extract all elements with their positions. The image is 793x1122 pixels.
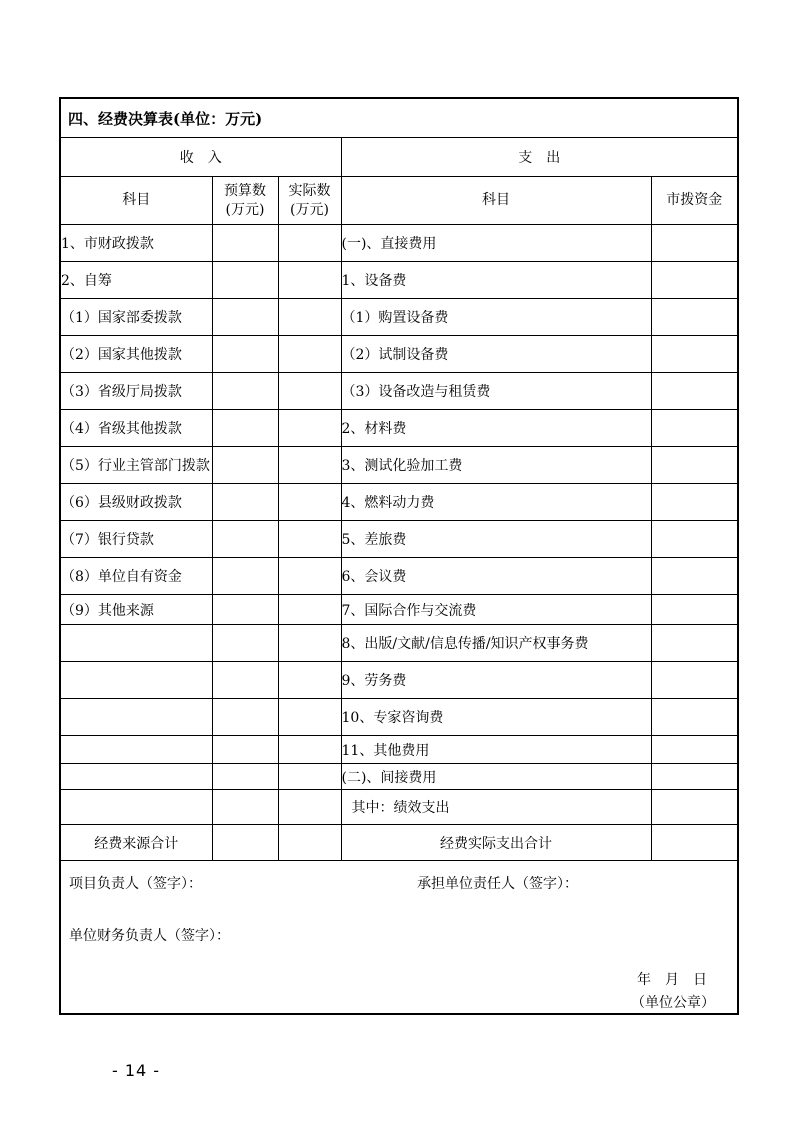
table-row xyxy=(60,225,738,262)
budget-value-cell xyxy=(212,736,278,764)
expense-subject-cell: 9、劳务费 xyxy=(341,662,651,699)
table-row xyxy=(60,625,738,662)
table-row xyxy=(60,790,738,825)
income-subject-header: 科目 xyxy=(60,177,212,225)
expense-total-label: 经费实际支出合计 xyxy=(341,825,651,861)
income-subject-cell: （5）行业主管部门拨款 xyxy=(60,447,212,484)
budget-value-cell xyxy=(212,262,278,299)
actual-value-cell xyxy=(278,764,341,790)
table-row xyxy=(60,98,738,138)
income-total-label: 经费来源合计 xyxy=(60,825,212,861)
city-fund-value-cell xyxy=(651,484,738,521)
city-fund-value-cell xyxy=(651,447,738,484)
budget-value-cell xyxy=(212,299,278,336)
table-row xyxy=(60,484,738,521)
city-fund-value-cell xyxy=(651,521,738,558)
unit-seal-label: （单位公章） xyxy=(631,995,715,1011)
expense-subject-cell: 其中：绩效支出 xyxy=(341,790,651,825)
actual-value-cell xyxy=(278,736,341,764)
expense-subject-cell: 5、差旅费 xyxy=(341,521,651,558)
income-subject-cell: （2）国家其他拨款 xyxy=(60,336,212,373)
expense-subject-cell: 1、设备费 xyxy=(341,262,651,299)
expense-subject-cell: （2）试制设备费 xyxy=(341,336,651,373)
table-row xyxy=(60,521,738,558)
budget-final-accounts-table xyxy=(59,97,739,1015)
actual-value-cell xyxy=(278,790,341,825)
table-row xyxy=(60,825,738,861)
city-fund-value-cell xyxy=(651,373,738,410)
income-section-header: 收 入 xyxy=(60,138,341,177)
budget-value-cell xyxy=(212,521,278,558)
signature-cell xyxy=(60,861,738,1015)
table-row xyxy=(60,138,738,177)
income-subject-cell xyxy=(60,790,212,825)
income-subject-cell: （8）单位自有资金 xyxy=(60,558,212,595)
budget-header-line1: 预算数 xyxy=(224,182,266,199)
actual-value-cell xyxy=(278,410,341,447)
actual-value-cell xyxy=(278,558,341,595)
actual-value-cell xyxy=(278,625,341,662)
expense-subject-cell: (一)、直接费用 xyxy=(341,225,651,262)
budget-amount-header xyxy=(212,177,278,225)
actual-header-line2: (万元) xyxy=(290,201,329,218)
table-row xyxy=(60,699,738,736)
page-number: - 14 - xyxy=(112,1061,161,1080)
date-label: 年 月 日 xyxy=(637,972,707,988)
actual-total-value-cell xyxy=(278,825,341,861)
expense-subject-cell: 2、材料费 xyxy=(341,410,651,447)
city-fund-header: 市拨资金 xyxy=(651,177,738,225)
city-fund-value-cell xyxy=(651,699,738,736)
income-subject-cell xyxy=(60,699,212,736)
actual-value-cell xyxy=(278,225,341,262)
city-fund-value-cell xyxy=(651,736,738,764)
income-subject-cell xyxy=(60,736,212,764)
actual-header-line1: 实际数 xyxy=(288,182,331,199)
expense-subject-cell: （1）购置设备费 xyxy=(341,299,651,336)
table-row xyxy=(60,662,738,699)
budget-value-cell xyxy=(212,336,278,373)
table-row xyxy=(60,764,738,790)
budget-total-value-cell xyxy=(212,825,278,861)
actual-value-cell xyxy=(278,484,341,521)
income-subject-cell: 2、自筹 xyxy=(60,262,212,299)
actual-amount-header xyxy=(278,177,341,225)
budget-value-cell xyxy=(212,764,278,790)
finance-leader-signature-label: 单位财务负责人（签字）： xyxy=(69,928,230,944)
budget-header-line2: (万元) xyxy=(225,201,265,218)
income-subject-cell xyxy=(60,662,212,699)
project-leader-signature-label: 项目负责人（签字）： xyxy=(69,876,202,892)
budget-value-cell xyxy=(212,373,278,410)
city-fund-value-cell xyxy=(651,790,738,825)
budget-value-cell xyxy=(212,225,278,262)
expense-subject-cell: （3）设备改造与租赁费 xyxy=(341,373,651,410)
unit-leader-signature-label: 承担单位责任人（签字）： xyxy=(417,876,578,892)
city-fund-value-cell xyxy=(651,225,738,262)
table-row xyxy=(60,373,738,410)
actual-value-cell xyxy=(278,595,341,625)
table-row xyxy=(60,595,738,625)
city-fund-value-cell xyxy=(651,662,738,699)
city-fund-total-value-cell xyxy=(651,825,738,861)
signature-area xyxy=(61,861,737,1013)
actual-value-cell xyxy=(278,662,341,699)
expense-subject-cell: 3、测试化验加工费 xyxy=(341,447,651,484)
city-fund-value-cell xyxy=(651,336,738,373)
budget-value-cell xyxy=(212,447,278,484)
table-row xyxy=(60,736,738,764)
table-row xyxy=(60,447,738,484)
city-fund-value-cell xyxy=(651,262,738,299)
actual-value-cell xyxy=(278,299,341,336)
expense-subject-cell: 6、会议费 xyxy=(341,558,651,595)
income-subject-cell xyxy=(60,625,212,662)
city-fund-value-cell xyxy=(651,299,738,336)
income-subject-cell: （3）省级厅局拨款 xyxy=(60,373,212,410)
income-subject-cell: （6）县级财政拨款 xyxy=(60,484,212,521)
budget-value-cell xyxy=(212,484,278,521)
expense-subject-header: 科目 xyxy=(341,177,651,225)
income-subject-cell: （9）其他来源 xyxy=(60,595,212,625)
city-fund-value-cell xyxy=(651,558,738,595)
table-row xyxy=(60,336,738,373)
table-row xyxy=(60,558,738,595)
income-subject-cell: （1）国家部委拨款 xyxy=(60,299,212,336)
income-subject-cell: （4）省级其他拨款 xyxy=(60,410,212,447)
table-row xyxy=(60,262,738,299)
table-row xyxy=(60,177,738,225)
expense-subject-cell: 10、专家咨询费 xyxy=(341,699,651,736)
expense-section-header: 支 出 xyxy=(341,138,738,177)
income-subject-cell: 1、市财政拨款 xyxy=(60,225,212,262)
budget-value-cell xyxy=(212,410,278,447)
expense-subject-cell: 8、出版/文献/信息传播/知识产权事务费 xyxy=(341,625,651,662)
city-fund-value-cell xyxy=(651,764,738,790)
table-title: 四、经费决算表(单位：万元) xyxy=(60,98,738,138)
city-fund-value-cell xyxy=(651,410,738,447)
expense-subject-cell: 7、国际合作与交流费 xyxy=(341,595,651,625)
budget-value-cell xyxy=(212,595,278,625)
table-row xyxy=(60,861,738,1015)
budget-value-cell xyxy=(212,558,278,595)
expense-subject-cell: 4、燃料动力费 xyxy=(341,484,651,521)
actual-value-cell xyxy=(278,336,341,373)
budget-value-cell xyxy=(212,625,278,662)
actual-value-cell xyxy=(278,373,341,410)
city-fund-value-cell xyxy=(651,625,738,662)
city-fund-value-cell xyxy=(651,595,738,625)
table-row xyxy=(60,410,738,447)
actual-value-cell xyxy=(278,699,341,736)
actual-value-cell xyxy=(278,447,341,484)
budget-value-cell xyxy=(212,662,278,699)
table-row xyxy=(60,299,738,336)
budget-value-cell xyxy=(212,790,278,825)
income-subject-cell: （7）银行贷款 xyxy=(60,521,212,558)
actual-value-cell xyxy=(278,521,341,558)
budget-value-cell xyxy=(212,699,278,736)
income-subject-cell xyxy=(60,764,212,790)
expense-subject-cell: (二)、间接费用 xyxy=(341,764,651,790)
actual-value-cell xyxy=(278,262,341,299)
expense-subject-cell: 11、其他费用 xyxy=(341,736,651,764)
